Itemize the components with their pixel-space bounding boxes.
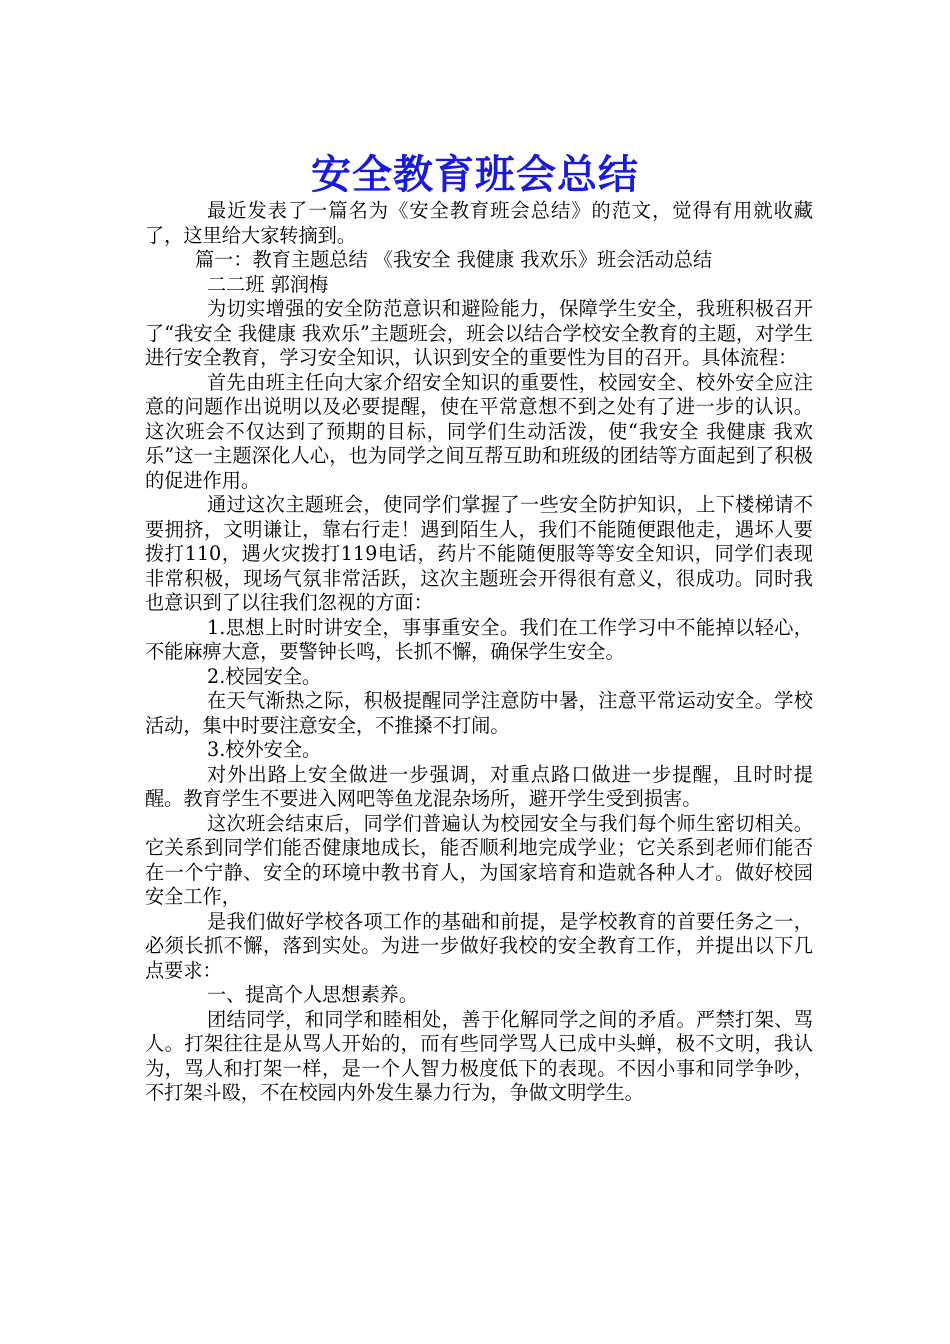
document-title: 安全教育班会总结	[311, 150, 639, 198]
section-heading: 一、提高个人思想素养。	[207, 983, 419, 1006]
body-paragraph: 首先由班主任向大家介绍安全知识的重要性，校园安全、校外安全应注意的问题作出说明以及必要提醒，使在平常意想不到之处有了进一步的认识。这次班会不仅达到了预期的目标，同学们生动活泼，使“我安全 我健康 我欢乐”这一主题深化人心，也为同学之间互帮互助和班级的团结等方面起到了积极的促进作用。	[145, 370, 813, 492]
body-paragraph: 为切实增强的安全防范意识和避险能力，保障学生安全，我班积极召开了“我安全 我健康 我欢乐”主题班会，班会以结合学校安全教育的主题，对学生进行安全教育，学习安全知识，认识到安全的重要性为目的召开。具体流程：	[145, 297, 813, 369]
list-item: 1.思想上时时讲安全，事事重安全。我们在工作学习中不能掉以轻心，不能麻痹大意，要警钟长鸣，长抓不懈，确保学生安全。	[145, 615, 813, 663]
body-paragraph: 对外出路上安全做进一步强调，对重点路口做进一步提醒，且时时提醒。教育学生不要进入网吧等鱼龙混杂场所，避开学生受到损害。	[145, 762, 813, 810]
list-item: 3.校外安全。	[207, 738, 322, 761]
body-paragraph: 团结同学，和同学和睦相处，善于化解同学之间的矛盾。严禁打架、骂人。打架往往是从骂人开始的，而有些同学骂人已成中头蝉，极不文明，我认为，骂人和打架一样，是一个人智力极度低下的表现。不因小事和同学争吵，不打架斗殴，不在校园内外发生暴力行为，争做文明学生。	[145, 1007, 813, 1104]
list-item: 2.校园安全。	[207, 664, 322, 688]
author-line: 二二班 郭润梅	[207, 272, 329, 296]
document-body	[145, 199, 813, 1106]
body-paragraph: 在天气渐热之际，积极提醒同学注意防中暑，注意平常运动安全。学校活动，集中时要注意安全，不推搡不打闹。	[145, 689, 813, 737]
article-heading: 篇一：教育主题总结 《我安全 我健康 我欢乐》班会活动总结	[195, 248, 713, 271]
body-paragraph: 是我们做好学校各项工作的基础和前提，是学校教育的首要任务之一，必须长抓不懈，落到实处。为进一步做好我校的安全教育工作，并提出以下几点要求：	[145, 909, 813, 982]
body-paragraph: 这次班会结束后，同学们普遍认为校园安全与我们每个师生密切相关。它关系到同学们能否健康地成长，能否顺利地完成学业；它关系到老师们能否在一个宁静、安全的环境中教书育人，为国家培育和造就各种人才。做好校园安全工作，	[145, 811, 813, 908]
intro-paragraph: 最近发表了一篇名为《安全教育班会总结》的范文，觉得有用就收藏了，这里给大家转摘到。	[145, 199, 813, 247]
body-paragraph: 通过这次主题班会，使同学们掌握了一些安全防护知识，上下楼梯请不要拥挤，文明谦让，靠右行走！遇到陌生人，我们不能随便跟他走，遇坏人要拨打110，遇火灾拨打119电话，药片不能随便服等等安全知识，同学们表现非常积极，现场气氛非常活跃，这次主题班会开得很有意义，很成功。同时我也意识到了以往我们忽视的方面：	[145, 493, 813, 614]
